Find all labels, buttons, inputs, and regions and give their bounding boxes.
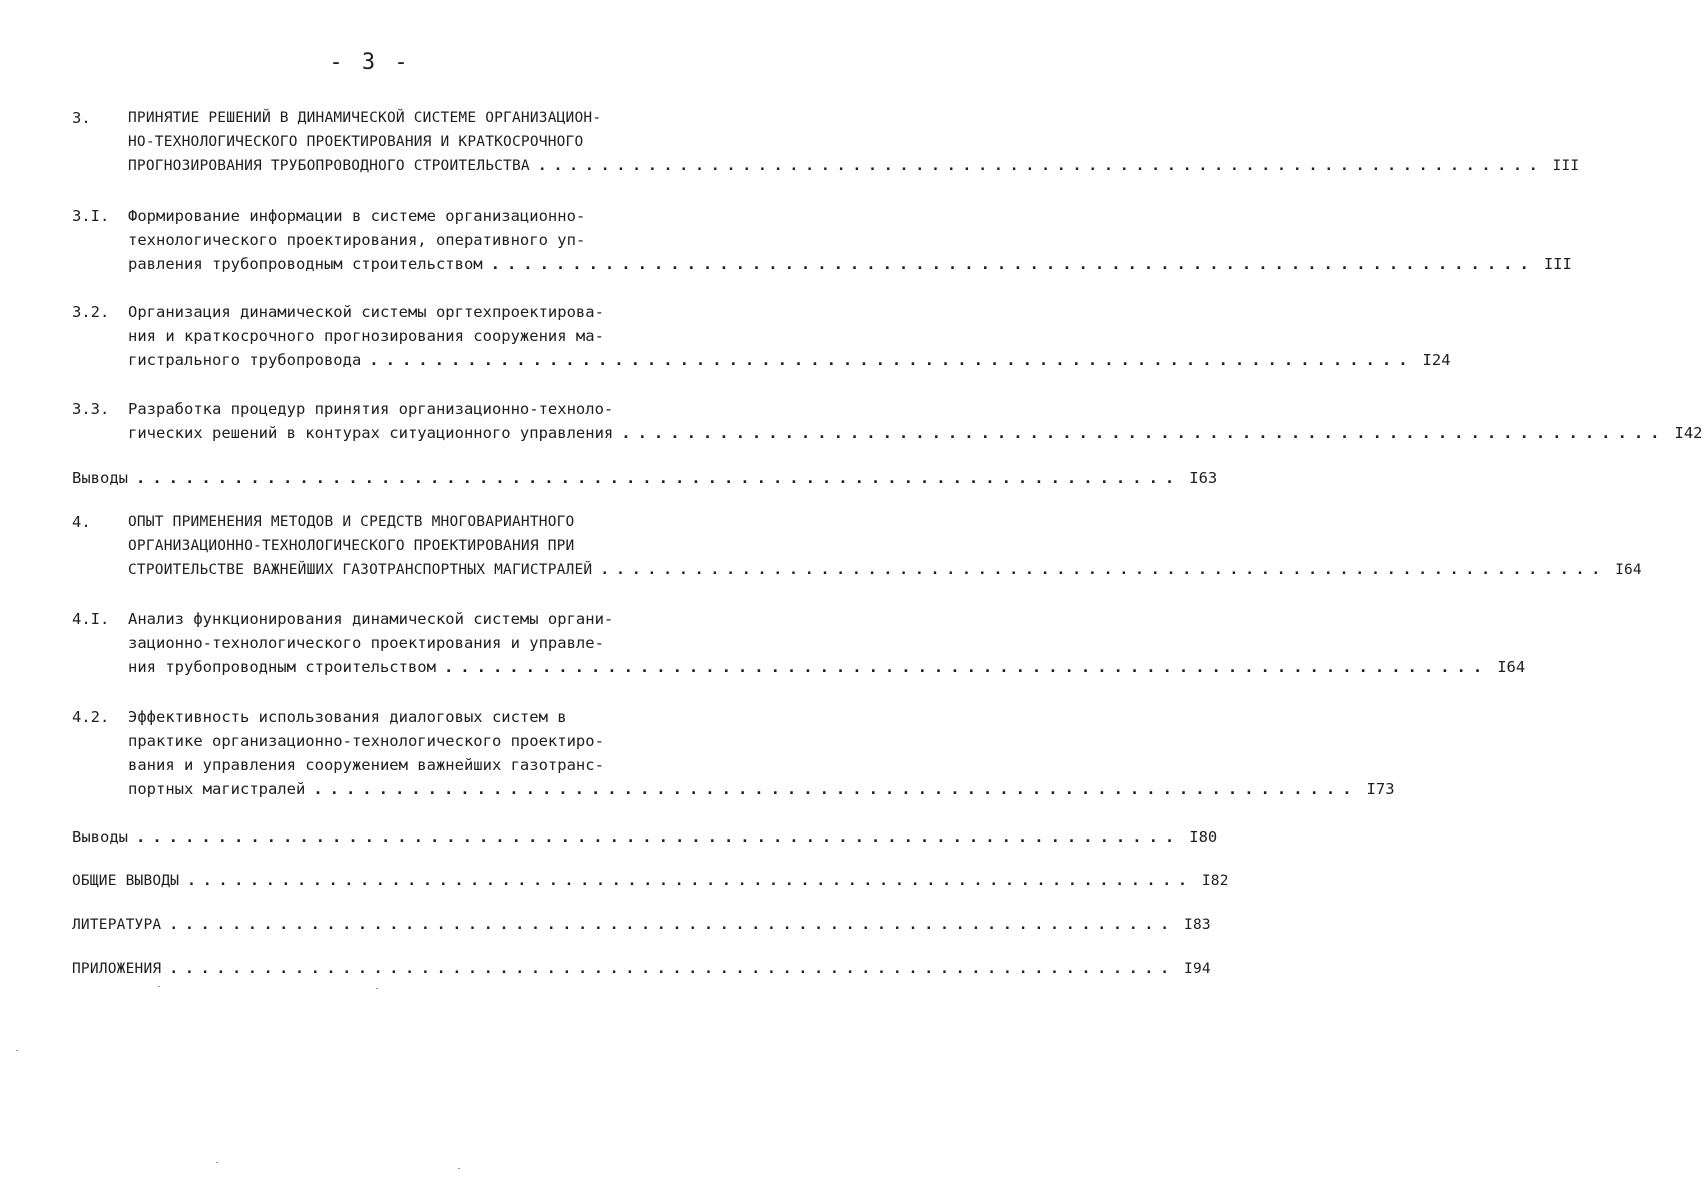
- entry-title-line: ПРОГНОЗИРОВАНИЯ ТРУБОПРОВОДНОГО СТРОИТЕЛЬСТВА: [128, 158, 530, 174]
- page-ref: I64: [1497, 658, 1526, 676]
- scan-speck: [158, 986, 160, 987]
- section-number: 4.2.: [72, 708, 110, 726]
- toc-entry-conclusions-3: [72, 466, 1218, 490]
- entry-title-line: Организация динамической системы оргтехпроектирова-: [128, 303, 604, 321]
- toc-entry-general-conclusions: [72, 869, 1229, 893]
- section-number: 3.3.: [72, 400, 110, 418]
- entry-title-line: Выводы: [72, 828, 128, 846]
- entry-title-line: равления трубопроводным строительством: [128, 255, 483, 273]
- dot-leader: ................................................................: [187, 873, 1194, 889]
- entry-title-line: вания и управления сооружением важнейших газотранс-: [128, 756, 604, 774]
- toc-entry-3-3: [72, 397, 1703, 445]
- scan-speck: [16, 1050, 18, 1051]
- page-ref: I82: [1201, 873, 1229, 889]
- entry-title-line: практике организационно-технологического проектиро-: [128, 732, 604, 750]
- toc-entry-4-1: [72, 607, 1526, 679]
- page-number: - 3 -: [329, 50, 411, 75]
- page-ref: I83: [1184, 917, 1211, 933]
- page-ref: III: [1543, 255, 1572, 273]
- dot-leader: ................................................................: [169, 961, 1177, 977]
- section-number: 4.: [72, 513, 91, 531]
- page-ref: III: [1552, 158, 1580, 174]
- entry-title-line: НО-ТЕХНОЛОГИЧЕСКОГО ПРОЕКТИРОВАНИЯ И КРАТКОСРОЧНОГО: [128, 134, 584, 150]
- dot-leader: ................................................................: [136, 828, 1182, 846]
- entry-title-line: ОБЩИЕ ВЫВОДЫ: [72, 873, 180, 889]
- dot-leader: ................................................................: [537, 158, 1545, 174]
- entry-title-line: портных магистралей: [128, 780, 306, 798]
- toc-entry-3-1: [72, 204, 1572, 276]
- dot-leader: ................................................................: [621, 424, 1667, 442]
- page-ref: I64: [1615, 562, 1642, 578]
- page-ref: I63: [1189, 469, 1218, 487]
- dot-leader: ................................................................: [313, 780, 1359, 798]
- entry-title-line: гистрального трубопровода: [128, 351, 362, 369]
- toc-entry-3: [72, 106, 1580, 178]
- toc-entry-3-2: [72, 300, 1451, 372]
- dot-leader: ................................................................: [600, 562, 1608, 578]
- section-number: 4.I.: [72, 610, 110, 628]
- entry-title-line: ОРГАНИЗАЦИОННО-ТЕХНОЛОГИЧЕСКОГО ПРОЕКТИРОВАНИЯ ПРИ: [128, 538, 575, 554]
- toc-entry-4-2: [72, 705, 1395, 801]
- dot-leader: ................................................................: [136, 469, 1182, 487]
- page-ref: I94: [1184, 961, 1211, 977]
- section-number: 3.2.: [72, 303, 110, 321]
- scan-speck: [458, 1168, 460, 1169]
- dot-leader: ................................................................: [169, 917, 1177, 933]
- dot-leader: ................................................................: [443, 658, 1490, 676]
- scan-speck: [376, 988, 378, 989]
- entry-title-line: Формирование информации в системе организационно-: [128, 207, 586, 225]
- dot-leader: ................................................................: [490, 255, 1536, 273]
- scan-speck: [216, 1162, 218, 1163]
- toc-entry-4: [72, 510, 1642, 582]
- page-ref: I73: [1366, 780, 1395, 798]
- entry-title-line: ОПЫТ ПРИМЕНЕНИЯ МЕТОДОВ И СРЕДСТВ МНОГОВАРИАНТНОГО: [128, 514, 575, 530]
- entry-title-line: ПРИНЯТИЕ РЕШЕНИЙ В ДИНАМИЧЕСКОЙ СИСТЕМЕ ОРГАНИЗАЦИОН-: [128, 110, 602, 126]
- page-ref: I42: [1674, 424, 1703, 442]
- entry-title-line: ЛИТЕРАТУРА: [72, 917, 162, 933]
- section-number: 3.: [72, 109, 91, 127]
- toc-entry-appendices: [72, 957, 1211, 981]
- entry-title-line: зационно-технологического проектирования и управле-: [128, 634, 604, 652]
- entry-title-line: Разработка процедур принятия организационно-техноло-: [128, 400, 614, 418]
- entry-title-line: Выводы: [72, 469, 128, 487]
- page-ref: I80: [1189, 828, 1218, 846]
- entry-title-line: Эффективность использования диалоговых систем в: [128, 708, 567, 726]
- entry-title-line: гических решений в контурах ситуационного управления: [128, 424, 614, 442]
- dot-leader: ................................................................: [369, 351, 1415, 369]
- entry-title-line: Анализ функционирования динамической системы органи-: [128, 610, 614, 628]
- section-number: 3.I.: [72, 207, 110, 225]
- entry-title-line: технологического проектирования, оперативного уп-: [128, 231, 586, 249]
- entry-title-line: ния и краткосрочного прогнозирования сооружения ма-: [128, 327, 604, 345]
- entry-title-line: ПРИЛОЖЕНИЯ: [72, 961, 162, 977]
- toc-entry-conclusions-4: [72, 825, 1218, 849]
- entry-title-line: ния трубопроводным строительством: [128, 658, 436, 676]
- entry-title-line: СТРОИТЕЛЬСТВЕ ВАЖНЕЙШИХ ГАЗОТРАНСПОРТНЫХ МАГИСТРАЛЕЙ: [128, 562, 593, 578]
- toc-entry-literature: [72, 913, 1211, 937]
- page-ref: I24: [1422, 351, 1451, 369]
